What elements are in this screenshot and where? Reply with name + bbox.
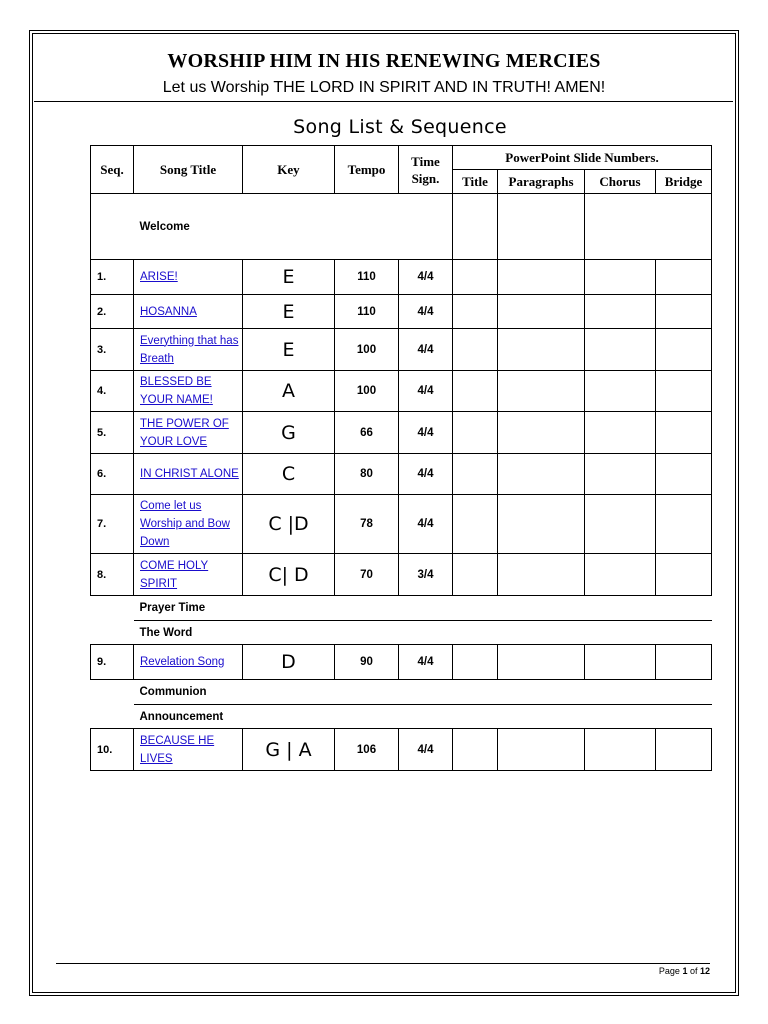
song-link[interactable]: ARISE! bbox=[140, 271, 178, 283]
header-key: Key bbox=[243, 146, 335, 194]
header-ppt-title: Title bbox=[453, 170, 498, 194]
header-ppt-chorus: Chorus bbox=[585, 170, 656, 194]
table-row: 2. HOSANNA E 110 4/4 bbox=[91, 295, 712, 329]
table-row: 3. Everything that has Breath E 100 4/4 bbox=[91, 329, 712, 371]
table-row: 9. Revelation Song D 90 4/4 bbox=[91, 645, 712, 680]
section-row-communion bbox=[91, 680, 712, 705]
song-link[interactable]: THE POWER OF YOUR LOVE bbox=[140, 417, 229, 448]
the-word-label: The Word bbox=[134, 621, 712, 645]
table-row: 8. COME HOLY SPIRIT C| D 70 3/4 bbox=[91, 554, 712, 596]
song-link[interactable]: Come let us Worship and Bow Down bbox=[140, 500, 230, 548]
song-link[interactable]: BLESSED BE YOUR NAME! bbox=[140, 376, 213, 406]
header-time-line2: Sign. bbox=[411, 170, 440, 186]
table-row: 1. ARISE! E 110 4/4 bbox=[91, 260, 712, 295]
header-powerpoint: PowerPoint Slide Numbers. bbox=[453, 146, 712, 170]
header-time-sign bbox=[399, 146, 453, 194]
table-row: 7. Come let us Worship and Bow Down C |D 78 4/4 bbox=[91, 495, 712, 554]
table-row: 10. BECAUSE HE LIVES G | A 106 4/4 bbox=[91, 729, 712, 771]
header-seq: Seq. bbox=[91, 146, 134, 194]
header-ppt-paragraphs: Paragraphs bbox=[498, 170, 585, 194]
announcement-label: Announcement bbox=[134, 705, 712, 729]
document-subtitle: Let us Worship THE LORD IN SPIRIT AND IN TRUTH! AMEN! bbox=[162, 79, 606, 96]
song-list-table bbox=[90, 145, 712, 771]
header-song-title: Song Title bbox=[134, 146, 243, 194]
song-link[interactable]: Everything that has Breath bbox=[140, 334, 239, 365]
table-row: 6. IN CHRIST ALONE C 80 4/4 bbox=[91, 454, 712, 495]
section-row-announcement bbox=[91, 705, 712, 729]
section-row-word bbox=[91, 621, 712, 645]
section-row-prayer bbox=[91, 596, 712, 621]
song-link[interactable]: HOSANNA bbox=[140, 305, 197, 318]
header-time-line1: Time bbox=[411, 153, 440, 169]
welcome-label: Welcome bbox=[134, 194, 399, 260]
document-title: WORSHIP HIM IN HIS RENEWING MERCIES bbox=[167, 50, 601, 72]
song-link[interactable]: IN CHRIST ALONE bbox=[140, 468, 239, 480]
header-divider bbox=[34, 101, 733, 102]
footer-divider bbox=[56, 963, 710, 964]
table-row: 4. BLESSED BE YOUR NAME! A 100 4/4 bbox=[91, 371, 712, 412]
communion-label: Communion bbox=[134, 680, 712, 705]
song-link[interactable]: Revelation Song bbox=[140, 656, 225, 668]
prayer-time-label: Prayer Time bbox=[134, 596, 712, 621]
welcome-row bbox=[91, 194, 712, 260]
song-link[interactable]: COME HOLY SPIRIT bbox=[140, 559, 209, 590]
song-list-heading: Song List & Sequence bbox=[293, 116, 507, 138]
table-row: 5. THE POWER OF YOUR LOVE G 66 4/4 bbox=[91, 412, 712, 454]
song-link[interactable]: BECAUSE HE LIVES bbox=[140, 734, 215, 765]
page-number: Page 1 of 12 bbox=[658, 966, 710, 976]
header-ppt-bridge: Bridge bbox=[656, 170, 712, 194]
header-tempo: Tempo bbox=[335, 146, 399, 194]
